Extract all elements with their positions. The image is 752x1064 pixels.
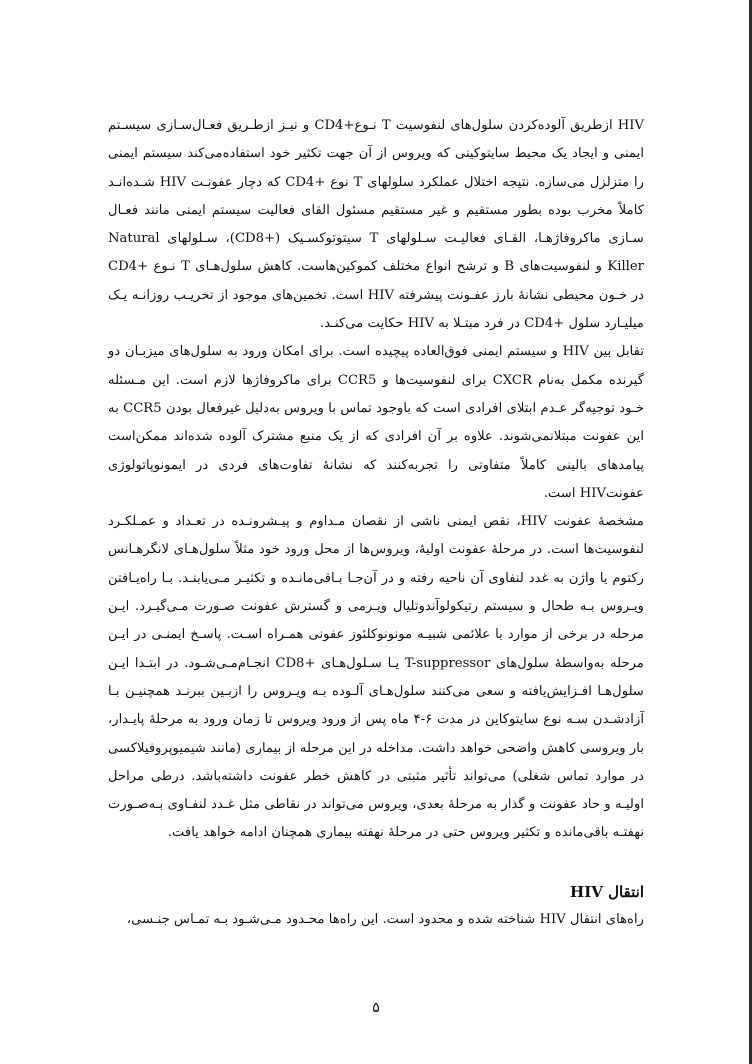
paragraph-hiv-transmission: راه‌های انتقال HIV شناخته شده و محدود است. این راه‌ها محـدود مـی‌شـود بـه تمـاس جنـسی، [126, 911, 644, 927]
paragraph-hiv-immune-interaction: تقابل بین HIV و سیستم ایمنی فوق‌العاده پیچیده است. برای امکان ورود به سلول‌های میزبـان دو گیرنده مکمل به‌نام CXCR برای لنفوسیت‌ها و CCR5 برای ماکروفاژها لازم است. این مـسئله خـود توجیه‌گر عـدم ابتلای افرادی است که باوجود تماس با ویروس به‌دلیل غیرفعال بودن CCR5 به این عفونت مبتلانمی‌شوند. علاوه بر آن افرادی که از یک منبع مشترک آلوده شده‌اند ممکن‌است پیامدهای بالینی کاملاً متفاوتی را تجربه‌کنند که نشانهٔ تفاوت‌های فردی در ایمونوپاتولوژی عفونتHIV است. [108, 344, 644, 501]
page-body [108, 112, 644, 934]
paragraph-hiv-infection: HIV ازطریق آلوده‌کردن سلول‌های لنفوسیت T نـوع+CD4 و نیـز ازطـریق فعـال‌سـازی سیسـتم ایمنی و ایجاد یک محیط سایتوکینی که ویروس از آن جهت تکثیر خود استفاده‌می‌کند سیستم ایمنی را متزلزل می‌سازه. نتیجه اختلال عملکرد سلولهای T نوع +CD4 که دچار عفونـت HIV شـده‌انـد کاملاً مخرب بوده بطور مستقیم و غیر مستقیم مسئول القای فعالیت سیستم ایمنی مانند فعـال سـازی ماکروفاژهـا، القـای فعالیـت سـلولهای T سیتوتوکسـیک (+CD8)، سـلولهای Natural Killer و لنفوسیت‌های B و ترشح انواع مختلف کموکین‌هاست. کاهش سلول‌هـای T نـوع +CD4 در خـون محیطی نشانهٔ بارز عفـونت پیشرفته HIV است. تخمین‌های موجود از تخریـب روزانـه یـک میلیـارد سلول +CD4 در فرد مبتـلا به HIV حکایت می‌کنـد. [108, 118, 645, 332]
section-heading-hiv-transmission: انتقال HIV [570, 882, 644, 901]
paragraph-hiv-stages: مشخصهٔ عفونت HIV، نقص ایمنی ناشی از نقصان مـداوم و پیـشرونـده در تعـداد و عمـلکـرد لنفوسیت‌ها است. در مرحلهٔ عفونت اولیهٔ، ویروس‌ها از محل ورود خود مثلاً سلول‌هـای لانگرهـانس رکتوم یا واژن به غدد لنفاوی آن ناحیه رفته و در آن‌جـا بـاقی‌مانـده و تکثیـر مـی‌یابنـد. بـا راه‌یـافتن ویـروس بـه طحال و سیستم رتیکولوآندوتلیال ویـرمی و گسترش عفونت صـورت مـی‌گیـرد. ایـن مرحله در برخی از موارد با علائمی شبیـه مونونوکلئوز عفونی همـراه اسـت. پاسـخ ایمنـی در ایـن مرحله به‌واسطهٔ سلول‌های T-suppressor یـا سـلول‌هـای +CD8 انجـام‌مـی‌شـود. در ابتـدا ایـن سلول‌هـا افـزایش‌یافته و سعی می‌کنند سلول‌هـای آلـوده بـه ویـروس را ازبـین ببرنـد همچنیـن بـا آزادشـدن سـه نوع سایتوکاین در مدت ۶-۴ ماه پس از ورود ویروس تا زمان ورود به مرحلهٔ پایـدار، بار ویروسی کاهش واضحی خواهد داشت. مداخله در این مرحله از بیماری (مانند شیمیوپروفیلاکسی در موارد تماس شغلی) می‌تواند تأثیر مثبتی در کاهش خطر عفونت داشته‌باشد. درطی مراحل اولیـه و حاد عفونت و گذار به مرحلهٔ بعدی، ویروس می‌تواند در نقاطی مثل غـدد لنفـاوی بـه‌صـورت نهفتـه باقی‌مانده و تکثیر ویروس حتی در مرحلهٔ نهفته بیماری همچنان ادامه خواهد یافت. [108, 514, 644, 841]
page-number: ۵ [372, 1000, 380, 1016]
